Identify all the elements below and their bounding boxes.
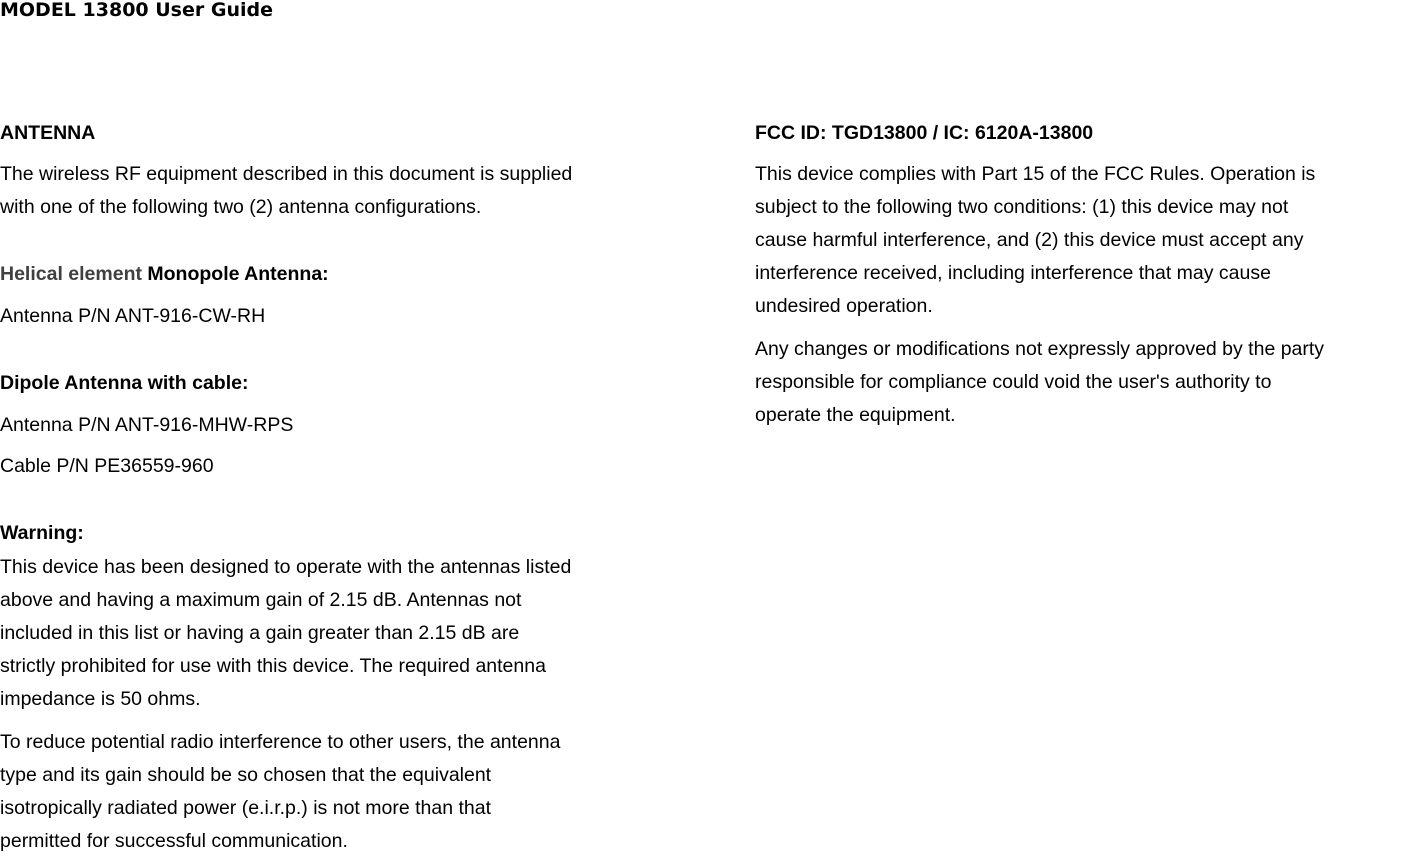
- paragraph-line: subject to the following two conditions: (1) this device may not: [755, 196, 1289, 218]
- modifications-paragraph: [755, 333, 1324, 432]
- cable-part-number: Cable P/N PE36559-960: [0, 455, 214, 477]
- page-header-title: MODEL 13800 User Guide: [0, 0, 273, 21]
- paragraph-line: operate the equipment.: [755, 404, 956, 426]
- paragraph-line: strictly prohibited for use with this device. The required antenna: [0, 655, 546, 677]
- paragraph-line: The wireless RF equipment described in this document is supplied: [0, 163, 573, 185]
- antenna-heading: ANTENNA: [0, 122, 96, 144]
- fcc-id-heading: FCC ID: TGD13800 / IC: 6120A-13800: [755, 122, 1094, 144]
- helical-element-label: Helical element: [0, 263, 142, 285]
- paragraph-line: permitted for successful communication.: [0, 830, 348, 852]
- paragraph-line: responsible for compliance could void the user's authority to: [755, 371, 1272, 393]
- paragraph-line: included in this list or having a gain greater than 2.15 dB are: [0, 622, 520, 644]
- paragraph-line: impedance is 50 ohms.: [0, 688, 201, 710]
- paragraph-line: To reduce potential radio interference to other users, the antenna: [0, 731, 561, 753]
- antenna-intro-paragraph: [0, 158, 572, 224]
- monopole-antenna-label: Monopole Antenna:: [141, 263, 329, 285]
- fcc-compliance-paragraph: [755, 158, 1315, 323]
- paragraph-line: cause harmful interference, and (2) this device must accept any: [755, 229, 1304, 251]
- paragraph-line: with one of the following two (2) antenna configurations.: [0, 196, 482, 218]
- interference-reduction-paragraph: [0, 726, 560, 858]
- paragraph-line: type and its gain should be so chosen that the equivalent: [0, 764, 492, 786]
- dipole-antenna-heading: Dipole Antenna with cable:: [0, 372, 249, 394]
- helical-antenna-heading: [0, 258, 329, 291]
- paragraph-line: isotropically radiated power (e.i.r.p.) is not more than that: [0, 797, 491, 819]
- paragraph-line: Any changes or modifications not expressly approved by the party: [755, 338, 1325, 360]
- dipole-antenna-part-number: Antenna P/N ANT-916-MHW-RPS: [0, 414, 294, 436]
- paragraph-line: This device complies with Part 15 of the FCC Rules. Operation is: [755, 163, 1316, 185]
- paragraph-line: interference received, including interference that may cause: [755, 262, 1271, 284]
- warning-heading: Warning:: [0, 522, 84, 544]
- paragraph-line: undesired operation.: [755, 295, 933, 317]
- paragraph-line: above and having a maximum gain of 2.15 dB. Antennas not: [0, 589, 522, 611]
- paragraph-line: This device has been designed to operate with the antennas listed: [0, 556, 572, 578]
- helical-antenna-part-number: Antenna P/N ANT-916-CW-RH: [0, 305, 266, 327]
- warning-paragraph: [0, 551, 571, 716]
